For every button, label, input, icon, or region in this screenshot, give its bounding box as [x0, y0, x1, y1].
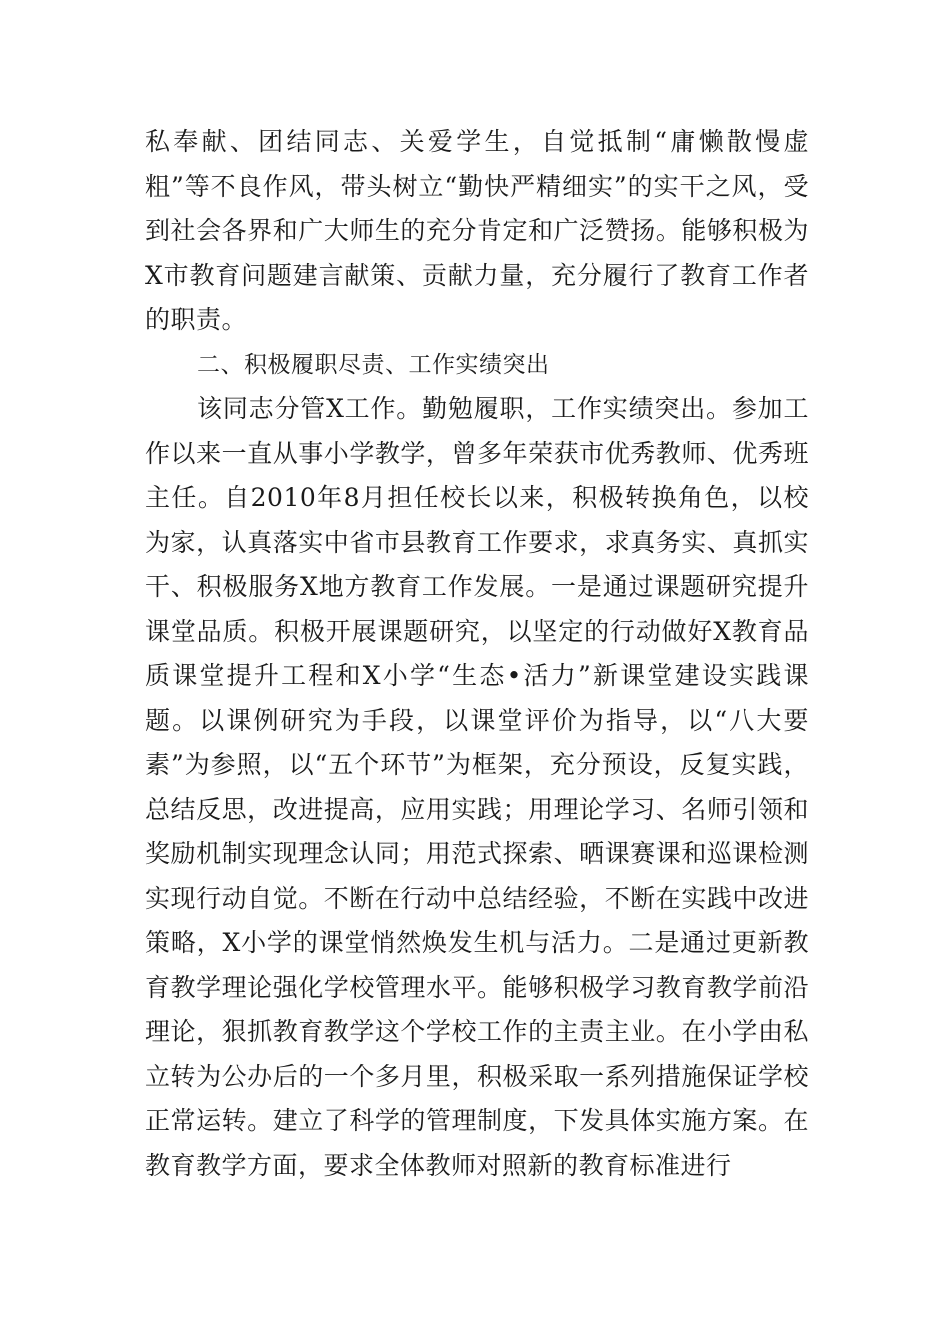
paragraph-work-performance: 该同志分管X工作。勤勉履职，工作实绩突出。参加工作以来一直从事小学教学，曾多年荣获市优秀教师、优秀班主任。自2010年8月担任校长以来，积极转换角色，以校为家，认真落实中省市县教育工作要求，求真务实、真抓实干、积极服务X地方教育工作发展。一是通过课题研究提升课堂品质。积极开展课题研究，以坚定的行动做好X教育品质课堂提升工程和X小学“生态•活力”新课堂建设实践课题。以课例研究为手段，以课堂评价为指导，以“八大要素”为参照，以“五个环节”为框架，充分预设，反复实践，总结反思，改进提高，应用实践；用理论学习、名师引领和奖励机制实现理念认同；用范式探索、晒课赛课和巡课检测实现行动自觉。不断在行动中总结经验，不断在实践中改进策略，X小学的课堂悄然焕发生机与活力。二是通过更新教育教学理论强化学校管理水平。能够积极学习教育教学前沿理论，狠抓教育教学这个学校工作的主责主业。在小学由私立转为公办后的一个多月里，积极采取一系列措施保证学校正常运转。建立了科学的管理制度，下发具体实施方案。在教育教学方面，要求全体教师对照新的教育标准进行 [145, 394, 809, 1180]
paragraph-continued: 私奉献、团结同志、关爱学生，自觉抵制“庸懒散慢虚粗”等不良作风，带头树立“勤快严精细实”的实干之风，受到社会各界和广大师生的充分肯定和广泛赞扬。能够积极为X市教育问题建言献策、贡献力量，充分履行了教育工作者的职责。 [145, 127, 809, 334]
document-body [145, 120, 809, 1188]
section-heading: 二、积极履职尽责、工作实绩突出 [197, 351, 550, 378]
